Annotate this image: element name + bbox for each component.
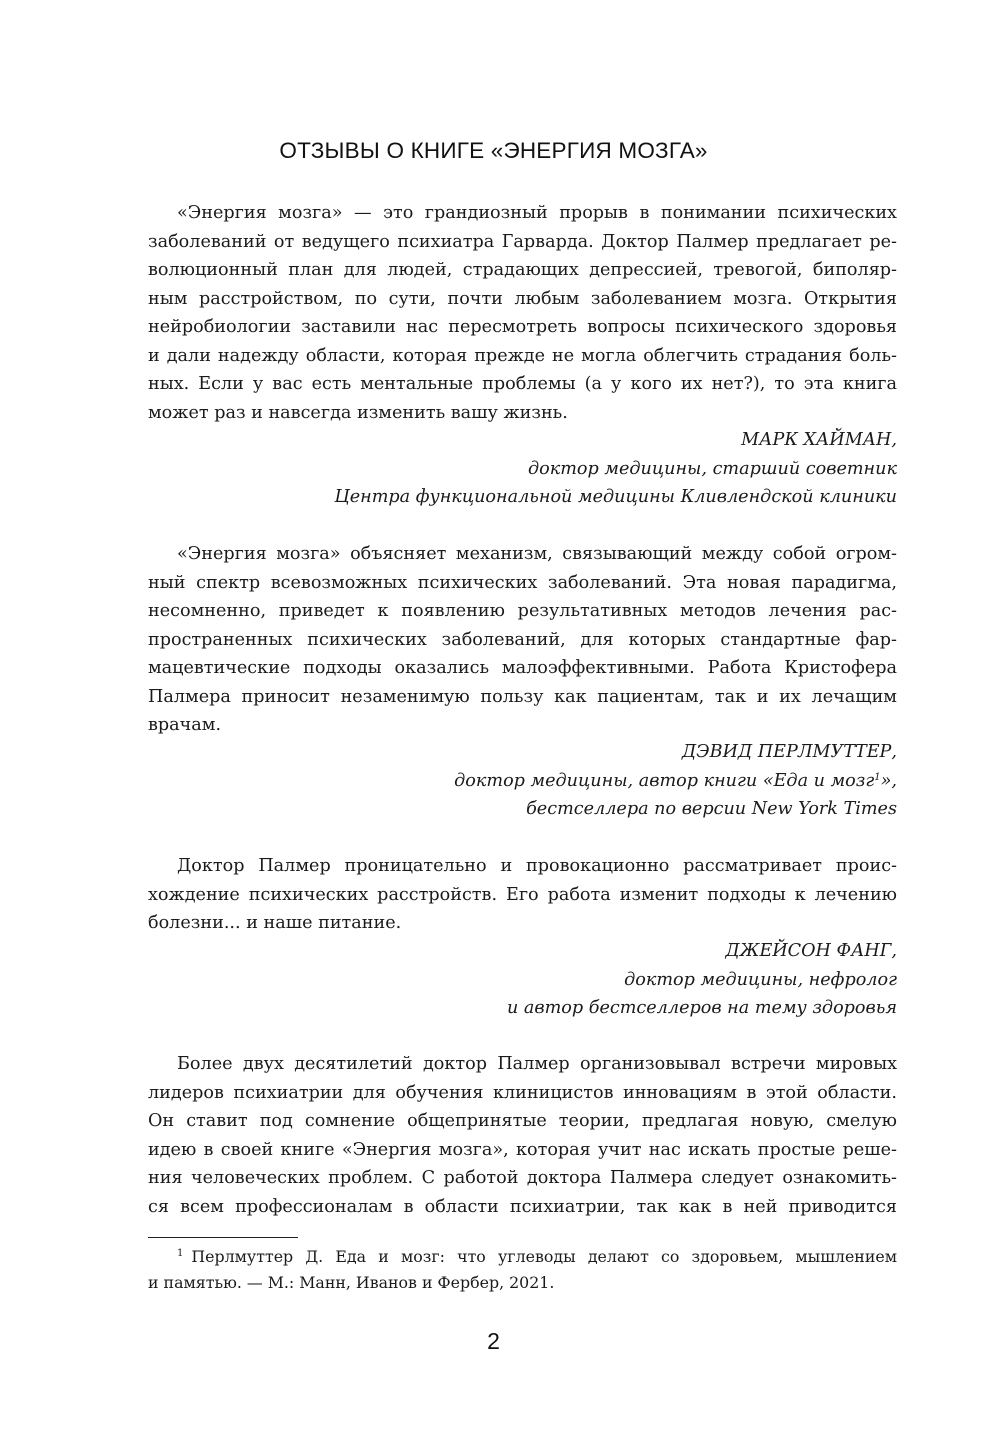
credit-text: доктор медицины, автор книги «Еда и мозг: [454, 770, 875, 791]
page-number: 2: [487, 1328, 500, 1354]
text-line: ных. Если у вас есть ментальные проблемы (а у кого их нет?), то эта книга: [148, 374, 897, 394]
review-credit: бестселлера по версии New York Times: [526, 799, 897, 819]
footnote-marker: 1: [177, 1248, 184, 1259]
page-title: ОТЗЫВЫ О КНИГЕ «ЭНЕРГИЯ МОЗГА»: [279, 138, 708, 163]
text-line: Он ставит под сомнение общепринятые теории, предлагая новую, смелую: [148, 1111, 897, 1131]
review-credit: [454, 767, 897, 796]
text-line: Доктор Палмер проницательно и провокационно рассматривает проис-: [177, 856, 897, 876]
text-line: ный спектр всевозможных психических заболеваний. Эта новая парадигма,: [148, 572, 897, 593]
review-author: МАРК ХАЙМАН,: [741, 430, 897, 450]
text-line: заболеваний от ведущего психиатра Гарварда. Доктор Палмер предлагает ре-: [148, 231, 897, 252]
review-1-attribution: [334, 426, 897, 512]
text-line: идею в своей книге «Энергия мозга», которая учит нас искать простые реше-: [148, 1139, 897, 1160]
text-line: волюционный план для людей, страдающих депрессией, тревогой, биполяр-: [148, 260, 897, 280]
footnote-text: Перлмуттер Д. Еда и мозг: что углеводы делают со здоровьем, мышлением: [191, 1247, 897, 1266]
text-line: болезни... и наше питание.: [148, 913, 402, 933]
text-line: нейробиологии заставили нас пересмотреть вопросы психического здоровья: [148, 317, 897, 337]
text-line: хождение психических расстройств. Его работа изменит подходы к лечению: [148, 884, 897, 905]
text-line: «Энергия мозга» — это грандиозный прорыв в понимании психических: [177, 203, 897, 223]
text-line: пространенных психических заболеваний, для которых стандартные фар-: [148, 629, 897, 650]
review-credit: доктор медицины, нефролог: [624, 969, 897, 990]
text-line: ся всем профессионалам в области психиатрии, так как в ней приводится: [148, 1196, 897, 1217]
review-credit: доктор медицины, старший советник: [528, 458, 897, 479]
review-3-text: [148, 852, 897, 938]
review-author: ДЖЕЙСОН ФАНГ,: [725, 941, 897, 961]
text-line: несомненно, приведет к появлению результативных методов лечения рас-: [148, 601, 897, 621]
text-line: ным расстройством, по сути, почти любым заболеванием мозга. Открытия: [148, 288, 897, 309]
review-3-attribution: [507, 937, 897, 1023]
credit-text: »,: [880, 770, 897, 791]
footnote-ref: 1: [874, 771, 881, 783]
review-2-text: [148, 540, 897, 740]
footnote-line: и памятью. — М.: Манн, Иванов и Фербер, 2021.: [148, 1273, 555, 1292]
text-line: лидеров психиатрии для обучения клиницистов инновациям в этой области.: [148, 1082, 897, 1103]
footnote-divider: [148, 1237, 298, 1238]
text-line: и дали надежду области, которая прежде не могла облегчить страдания боль-: [148, 345, 897, 366]
review-1-text: [148, 199, 897, 427]
review-2-attribution: [454, 738, 897, 824]
review-credit: и автор бестселлеров на тему здоровья: [506, 998, 897, 1018]
review-credit: Центра функциональной медицины Кливлендской клиники: [334, 487, 897, 507]
text-line: Более двух десятилетий доктор Палмер организовывал встречи мировых: [177, 1054, 897, 1074]
footnote: [148, 1244, 897, 1296]
text-line: врачам.: [148, 715, 222, 735]
text-line: ния человеческих проблем. С работой доктора Палмера следует ознакомить-: [148, 1168, 897, 1188]
footnote-line: [148, 1244, 897, 1270]
text-line: «Энергия мозга» объясняет механизм, связывающий между собой огром-: [177, 544, 897, 564]
review-author: ДЭВИД ПЕРЛМУТТЕР,: [681, 742, 897, 762]
text-line: Палмера приносит незаменимую пользу как пациентам, так и их лечащим: [148, 686, 897, 707]
text-line: может раз и навсегда изменить вашу жизнь.: [148, 402, 568, 423]
review-4-text: [148, 1050, 897, 1221]
text-line: мацевтические подходы оказались малоэффективными. Работа Кристофера: [148, 658, 897, 678]
